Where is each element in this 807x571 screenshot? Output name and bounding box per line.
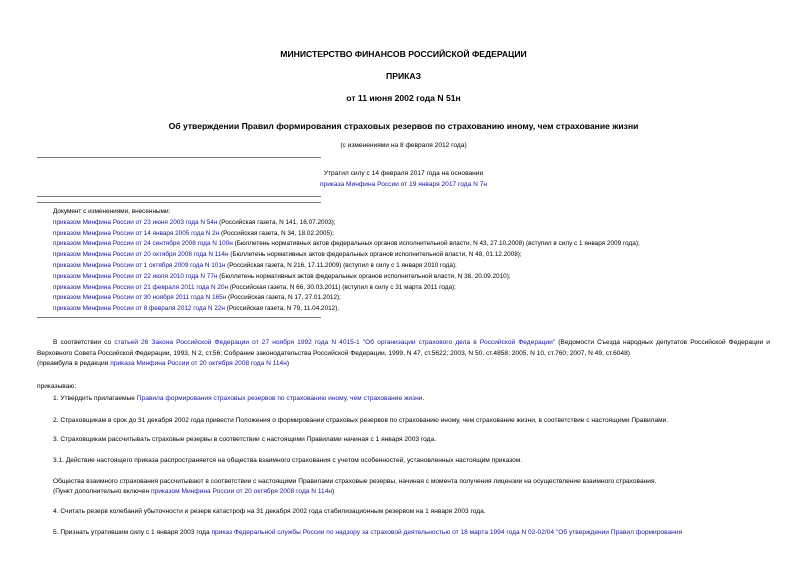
- change-link[interactable]: приказом Минфина России от 20 октября 2008 года N 114н: [53, 251, 229, 259]
- change-link[interactable]: приказом Минфина России от 14 января 2005 года N 2н: [53, 229, 220, 237]
- change-link[interactable]: приказом Минфина России от 21 февраля 2011 года N 20н: [53, 283, 229, 291]
- repealed-order-link[interactable]: приказ Федеральной службы России по надзору за страховой деятельностью от 18 марта 1994 года N 02-02/04 "Об утверждении Правил формирования: [211, 529, 683, 536]
- change-link[interactable]: приказом Минфина России от 22 июля 2010 года N 77н: [53, 272, 218, 280]
- item-3: 3. Страховщикам рассчитывать страховые резервы в соответствии с настоящими Правилами начиная с 1 января 2003 года.: [53, 436, 437, 443]
- list-item: приказом Минфина России от 24 сентября 2008 года N 100н (Бюллетень нормативных актов федеральных органов исполнительной власти, N 43, 27.10.2008) (вступил в силу с 1 января 2009 года);: [53, 240, 640, 248]
- ministry-heading: МИНИСТЕРСТВО ФИНАНСОВ РОССИЙСКОЙ ФЕДЕРАЦИИ: [280, 49, 527, 59]
- change-link[interactable]: приказом Минфина России от 1 октября 2009 года N 101н: [53, 261, 226, 269]
- list-item: приказом Минфина России от 1 октября 2009 года N 101н (Российская газета, N 216, 17.11.2009) (вступил в силу с 1 января 2010 года);: [53, 261, 457, 269]
- change-link[interactable]: приказом Минфина России от 24 сентября 2008 года N 100н: [53, 240, 233, 248]
- document-title: Об утверждении Правил формирования страховых резервов по страхованию иному, чем страхование жизни: [168, 121, 639, 131]
- rules-link[interactable]: Правила формирования страховых резервов по страхованию иному, чем страхование жизни: [136, 395, 423, 402]
- item-5: 5. Признать утратившим силу с 1 января 2003 года приказ Федеральной службы России по надзору за страховой деятельностью от 18 марта 1994 года N 02-02/04 "Об утверждении Правил формирования: [53, 529, 683, 536]
- doc-date-heading: от 11 июня 2002 года N 51н: [346, 93, 461, 103]
- divider: [37, 157, 321, 158]
- preamble-edition-link[interactable]: приказа Минфина России от 20 октября 2008 года N 114н: [110, 360, 287, 368]
- divider: [37, 202, 321, 203]
- change-link[interactable]: приказом Минфина России от 23 июня 2003 года N 54н: [53, 218, 218, 226]
- item-3-1: 3.1. Действие настоящего приказа распространяется на общества взаимного страхования с учетом особенностей, установленных настоящим приказом.: [53, 457, 523, 464]
- item-2: 2. Страховщикам в срок до 31 декабря 2002 года привести Положения о формировании страховых резервов по страхованию иному, чем страхование жизни, в соответствие с настоящими Правилами.: [53, 417, 669, 424]
- item-3-1-note: (Пункт дополнительно включен приказом Минфина России от 20 октября 2008 года N 114н): [53, 488, 335, 495]
- item-1: 1. Утвердить прилагаемые Правила формирования страховых резервов по страхованию иному, чем страхование жизни.: [53, 395, 425, 402]
- void-notice-link-row: [0, 181, 807, 188]
- list-item: приказом Минфина России от 21 февраля 2011 года N 20н (Российская газета, N 66, 30.03.2011) (вступил в силу с 31 марта 2011 года);: [53, 283, 456, 291]
- list-item: приказом Минфина России от 22 июля 2010 года N 77н (Бюллетень нормативных актов федеральных органов исполнительной власти, N 38, 20.09.2010);: [53, 272, 511, 280]
- change-link[interactable]: приказом Минфина России от 30 ноября 2011 года N 165н: [53, 294, 227, 302]
- change-link[interactable]: приказом Минфина России от 8 февраля 2012 года N 22н: [53, 305, 225, 313]
- doc-type-heading: ПРИКАЗ: [386, 71, 421, 81]
- divider: [37, 196, 321, 197]
- list-item: приказом Минфина России от 30 ноября 2011 года N 165н (Российская газета, N 17, 27.01.2012);: [53, 294, 341, 302]
- list-item: приказом Минфина России от 8 февраля 2012 года N 22н (Российская газета, N 79, 11.04.2012).: [53, 305, 340, 313]
- order-word: приказываю:: [37, 383, 77, 390]
- law-article-link[interactable]: статьей 26 Закона Российской Федерации от 27 ноября 1992 года N 4015-1 "Об организации страхового дела в Российской Федерации": [114, 339, 556, 346]
- list-item: приказом Минфина России от 23 июня 2003 года N 54н (Российская газета, N 141, 16.07.2003);: [53, 218, 336, 226]
- void-notice: Утратил силу с 14 февраля 2017 года на основании: [323, 170, 484, 177]
- void-notice-link[interactable]: приказа Минфина России от 19 января 2017 года N 7н: [319, 181, 488, 188]
- edition-note: (с изменениями на 8 февраля 2012 года): [340, 142, 467, 149]
- item-3-1-part-2: Общества взаимного страхования рассчитывают в соответствии с настоящими Правилами страховые резервы, начиная с момента получения лицензии на осуществление взаимного страхования.: [53, 478, 657, 485]
- item-3-1-link[interactable]: приказом Минфина России от 20 октября 2008 года N 114н: [150, 488, 333, 495]
- preamble: В соответствии со статьей 26 Закона Российской Федерации от 27 ноября 1992 года N 4015-1 "Об организации страхового дела в Российской Федерации" (Ведомости Съезда народных депутатов Российской Федерации и Верховного Совета Российской Федерации, 1993, N 2, ст.56; Собрание законодательства Российской Федерации, 1999, N 47, ст.5622; 2003, N 50, ст.4858; 2005, N 10, ст.760; 2007, N 49, ст.6048) (преамбула в редакции приказа Минфина России от 20 октября 2008 года N 114н): [37, 339, 770, 368]
- changes-list: [53, 207, 640, 315]
- divider: [37, 317, 321, 318]
- item-4: 4. Считать резерв колебаний убыточности и резерв катастроф на 31 декабря 2002 года стабилизационным резервом на 1 января 2003 года.: [53, 508, 486, 515]
- list-item: приказом Минфина России от 14 января 2005 года N 2н (Российская газета, N 34, 18.02.2005);: [53, 229, 334, 237]
- list-item: приказом Минфина России от 20 октября 2008 года N 114н (Бюллетень нормативных актов федеральных органов исполнительной власти, N 48, 01.12.2008);: [53, 251, 522, 259]
- changes-intro: Документ с изменениями, внесенными:: [53, 208, 171, 215]
